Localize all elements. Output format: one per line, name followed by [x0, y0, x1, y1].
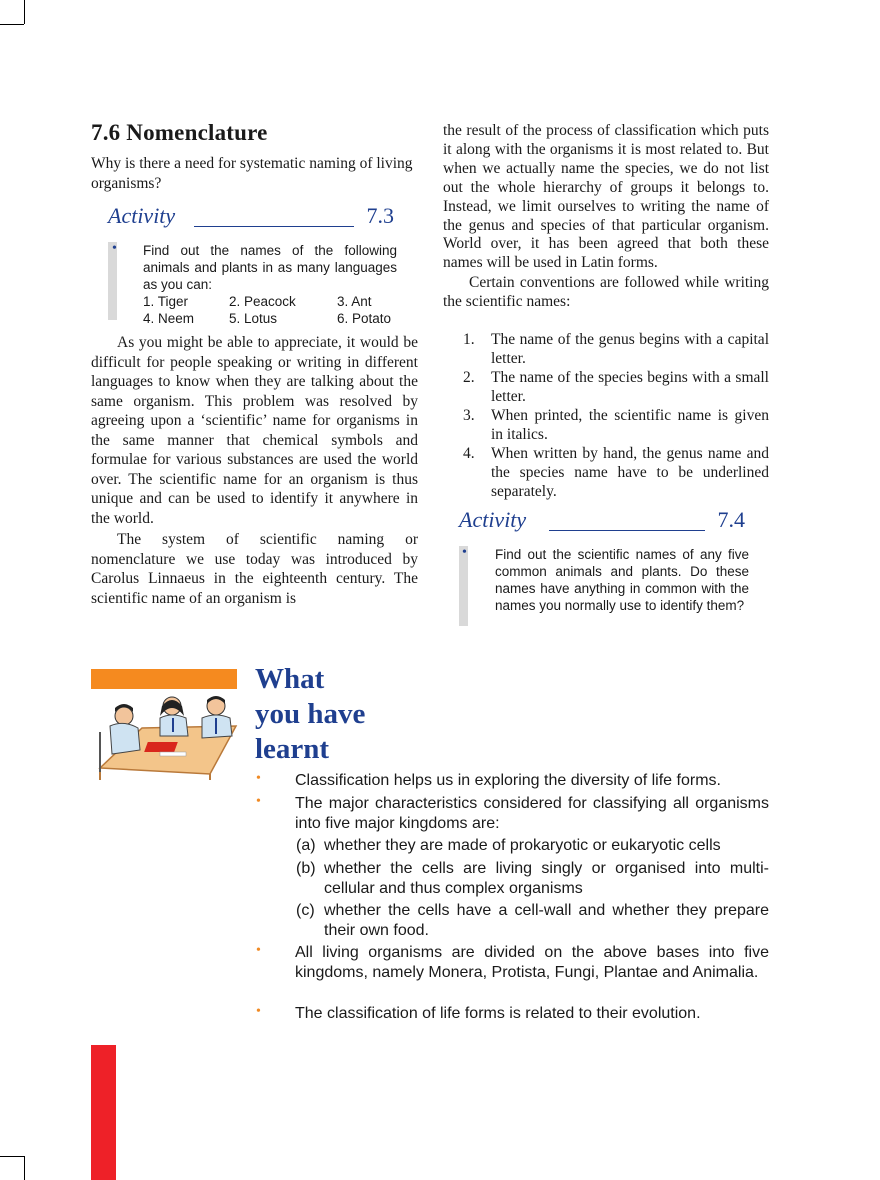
activity-rule	[194, 226, 354, 227]
paragraph: the result of the process of classification which puts it along with the organisms it is most related to. But when we actually name the species, we do not list out the whole hierarchy of groups it belongs to. Instead, we limit ourselves to writing the name of the genus and species of that particular organism. World over, it has been agreed that both these names will be used in Latin forms.	[443, 122, 769, 272]
activity-7-3-box	[143, 242, 397, 327]
orange-bullet-icon: •	[256, 794, 261, 809]
list-item: The name of the species begins with a small letter.	[491, 369, 769, 405]
activity-item: 4. Neem	[143, 311, 195, 326]
learnt-title-line: you have	[255, 698, 366, 730]
activity-instructions: Find out the scientific names of any five common animals and plants. Do these names have anything in common with the names you normally use to identify them?	[495, 547, 749, 613]
paragraph: As you might be able to appreciate, it would be difficult for people speaking or writing in different languages to know when they are talking about the same organism. This problem was resolved by agreeing upon a ‘scientific’ name for organisms in the same manner that chemical symbols and formulae for various substances are used the world over. The scientific name for an organism is thus unique and can be used to identify it anywhere in the world.	[91, 334, 418, 527]
activity-item: 1. Tiger	[143, 294, 189, 309]
learnt-bullet: Classification helps us in exploring the diversity of life forms.	[295, 772, 721, 789]
right-column	[443, 122, 769, 312]
red-side-tab	[91, 1045, 116, 1180]
activity-7-3-heading	[108, 203, 394, 233]
section-title: 7.6 Nomenclature	[91, 120, 268, 145]
crop-mark-top	[0, 24, 24, 25]
list-number: 3.	[463, 407, 475, 424]
bullet-icon: •	[112, 241, 117, 256]
learnt-title-line: learnt	[255, 733, 330, 765]
activity-label: Activity	[108, 203, 176, 228]
left-body	[91, 333, 418, 608]
sub-item-label: (c)	[296, 902, 315, 919]
activity-number: 7.4	[717, 507, 745, 532]
sub-item-label: (a)	[296, 837, 316, 854]
learnt-bullet: The major characteristics considered for classifying all organisms into five major kingdoms are:	[295, 795, 769, 832]
list-item: The name of the genus begins with a capital letter.	[491, 331, 769, 367]
activity-7-4-box	[495, 546, 749, 614]
left-column	[91, 120, 418, 193]
paragraph: Certain conventions are followed while writing the scientific names:	[443, 274, 769, 311]
list-number: 4.	[463, 445, 475, 462]
student-body	[110, 723, 140, 754]
activity-items	[143, 293, 397, 327]
paragraph: The system of scientific naming or nomenclature we use today was introduced by Carolus Linnaeus in the eighteenth century. The scientific name of an organism is	[91, 531, 418, 607]
orange-bullet-icon: •	[256, 771, 261, 786]
list-item: When written by hand, the genus name and the species name have to be underlined separately.	[491, 445, 769, 500]
activity-item: 6. Potato	[337, 311, 392, 326]
activity-number: 7.3	[366, 203, 394, 228]
learnt-bullet: The classification of life forms is related to their evolution.	[295, 1005, 701, 1022]
list-number: 1.	[463, 331, 475, 348]
student-head	[115, 707, 133, 725]
students-illustration	[90, 692, 240, 782]
crop-mark-top	[24, 0, 25, 24]
sub-item: whether the cells have a cell-wall and whether they prepare their own food.	[324, 902, 769, 939]
learnt-bullet: All living organisms are divided on the above bases into five kingdoms, namely Monera, Protista, Fungi, Plantae and Animalia.	[295, 944, 769, 981]
sub-item: whether they are made of prokaryotic or eukaryotic cells	[324, 837, 721, 854]
learnt-title	[255, 662, 365, 767]
activity-label: Activity	[459, 507, 527, 532]
orange-bullet-icon: •	[256, 943, 261, 958]
activity-rule	[549, 530, 705, 531]
orange-bullet-icon: •	[256, 1004, 261, 1019]
learnt-title-line: What	[255, 663, 325, 695]
orange-bar	[91, 669, 237, 689]
activity-instructions: Find out the names of the following animals and plants in as many languages as you can:	[143, 243, 397, 292]
section-question: Why is there a need for systematic naming of living organisms?	[91, 155, 413, 192]
activity-item: 5. Lotus	[229, 311, 278, 326]
activity-item: 3. Ant	[337, 294, 372, 309]
crop-mark-bottom	[0, 1156, 24, 1157]
sub-item: whether the cells are living singly or organised into multi-cellular and thus complex organisms	[324, 860, 769, 897]
book-icon	[144, 742, 178, 752]
list-item: When printed, the scientific name is given in italics.	[491, 407, 769, 443]
activity-7-4-heading	[459, 507, 745, 537]
crop-mark-bottom	[24, 1156, 25, 1180]
sub-item-label: (b)	[296, 860, 316, 877]
bullet-icon: •	[462, 545, 467, 560]
activity-item: 2. Peacock	[229, 294, 296, 309]
list-number: 2.	[463, 369, 475, 386]
